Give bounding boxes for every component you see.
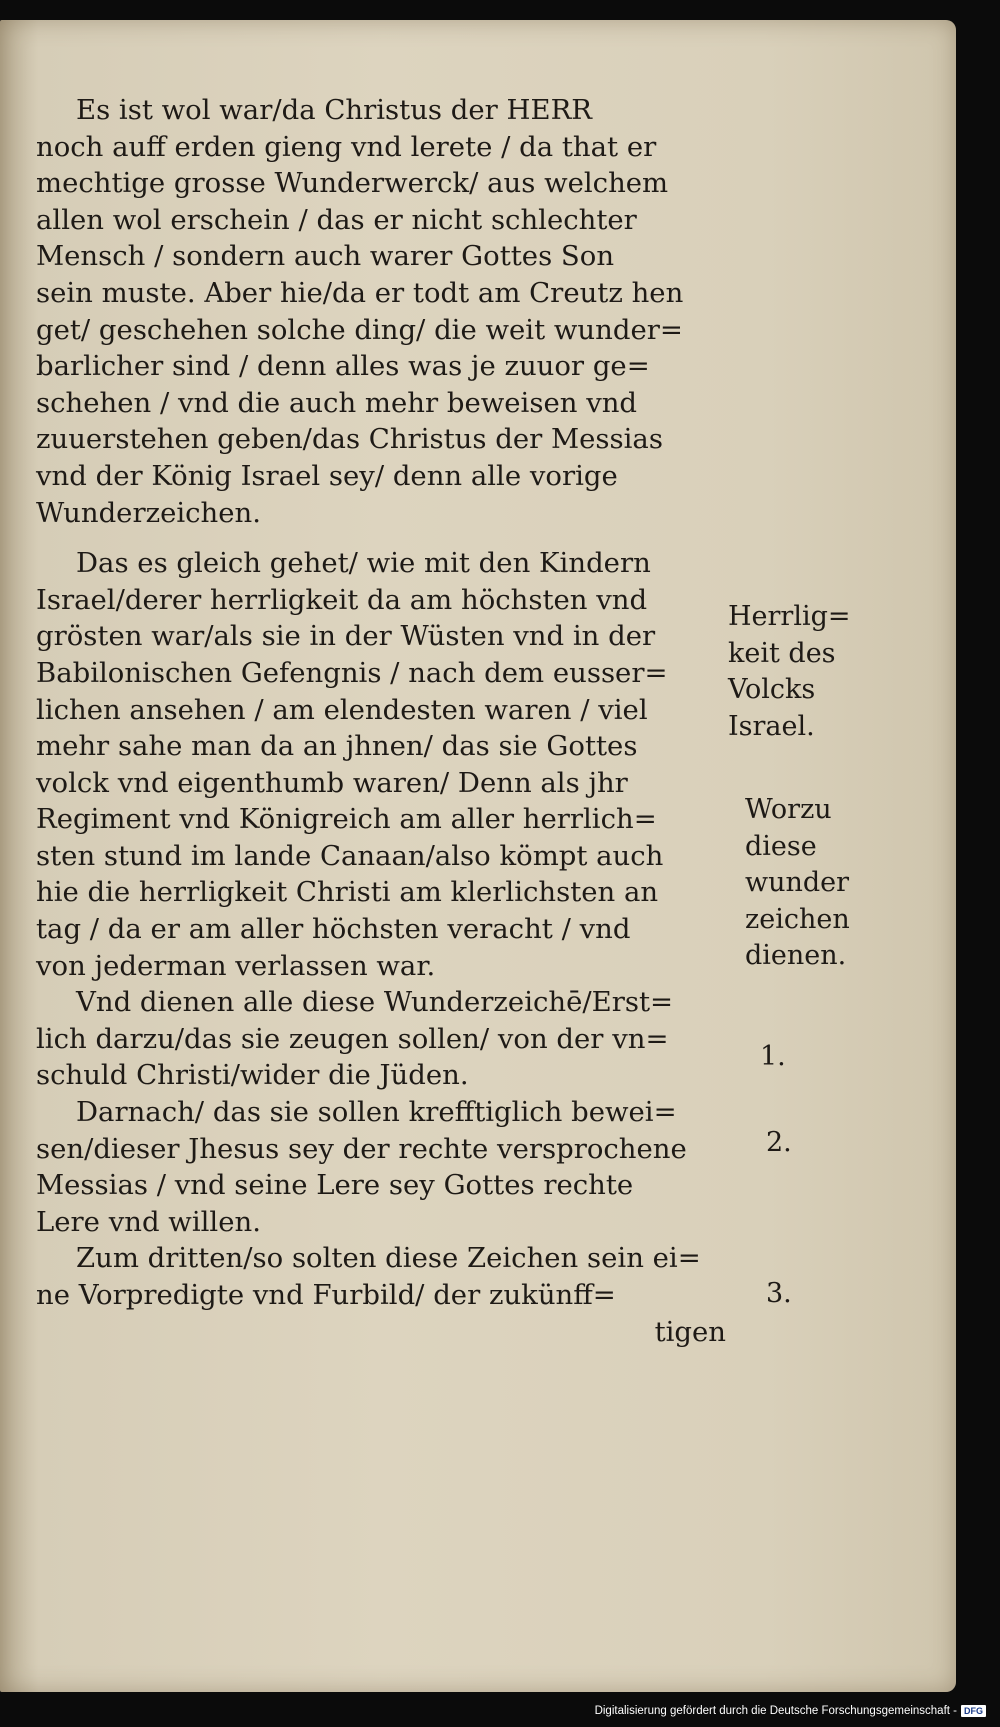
text-line: sten stund im lande Canaan/also kömpt auch	[36, 839, 664, 872]
margin-note-line: wunder	[745, 867, 850, 899]
margin-note-line: dienen.	[745, 940, 847, 972]
text-line: Das es gleich gehet/ wie mit den Kindern	[76, 547, 651, 580]
margin-note-line: Volcks	[728, 674, 816, 706]
margin-note-line: zeichen	[745, 903, 850, 935]
margin-number-3: 3.	[766, 1278, 792, 1309]
text-line: zuuerstehen geben/das Christus der Messias	[36, 423, 663, 456]
text-line: Babilonischen Gefengnis / nach dem eusser=	[36, 656, 668, 689]
text-line: tag / da er am aller höchsten veracht / vnd	[36, 913, 631, 946]
text-line: Zum dritten/so solten diese Zeichen sein ei=	[76, 1242, 701, 1275]
margin-number-2: 2.	[766, 1127, 792, 1158]
margin-number-1: 1.	[760, 1041, 786, 1072]
text-line: Vnd dienen alle diese Wunderzeichē/Erst=	[76, 986, 674, 1019]
text-line: get/ geschehen solche ding/ die weit wunder=	[36, 313, 683, 346]
margin-note-line: diese	[745, 830, 817, 862]
margin-note-line: Herrlig=	[728, 601, 851, 632]
text-line: Israel/derer herrligkeit da am höchsten vnd	[36, 583, 648, 616]
text-line: von jederman verlassen war.	[36, 949, 436, 982]
digitization-credit	[595, 1703, 986, 1719]
text-line: hie die herrligkeit Christi am klerlichsten an	[36, 876, 659, 909]
margin-note-herrligkeit	[728, 599, 851, 745]
text-line: Darnach/ das sie sollen krefftiglich bewei=	[76, 1096, 677, 1129]
text-line: lich darzu/das sie zeugen sollen/ von der vn=	[36, 1022, 669, 1055]
text-line: lichen ansehen / am elendesten waren / viel	[36, 693, 648, 726]
text-line: sein muste. Aber hie/da er todt am Creutz hen	[36, 276, 684, 309]
text-line: grösten war/als sie in der Wüsten vnd in der	[36, 620, 656, 653]
text-line: schehen / vnd die auch mehr beweisen vnd	[36, 386, 638, 419]
text-line: Wunderzeichen.	[36, 496, 261, 529]
credit-text: Digitalisierung gefördert durch die Deutsche Forschungsgemeinschaft -	[594, 1705, 957, 1717]
text-line: vnd der König Israel sey/ denn alle vorige	[36, 459, 618, 492]
margin-note-line: Israel.	[728, 710, 815, 742]
text-line: allen wol erschein / das er nicht schlechter	[36, 203, 637, 236]
text-line: Mensch / sondern auch warer Gottes Son	[36, 240, 615, 273]
text-line: Messias / vnd seine Lere sey Gottes rechte	[36, 1169, 634, 1202]
text-line: noch auff erden gieng vnd lerete / da that er	[36, 130, 657, 163]
text-line: ne Vorpredigte vnd Furbild/ der zukünff=	[36, 1279, 616, 1311]
text-line: schuld Christi/wider die Jüden.	[36, 1059, 469, 1092]
margin-note-worzu	[745, 792, 850, 975]
book-page	[0, 20, 956, 1692]
margin-note-line: keit des	[728, 637, 836, 669]
dfg-logo: DFG	[961, 1705, 986, 1717]
text-line: barlicher sind / denn alles was je zuuor ge=	[36, 350, 650, 383]
text-line: mehr sahe man da an jhnen/ das sie Gottes	[36, 730, 638, 763]
main-text-block	[36, 92, 736, 1350]
text-line: volck vnd eigenthumb waren/ Denn als jhr	[36, 766, 628, 799]
text-line: Regiment vnd Königreich am aller herrlich=	[36, 803, 657, 836]
margin-note-line: Worzu	[745, 794, 832, 825]
text-line: Es ist wol war/da Christus der HERR	[76, 94, 593, 126]
catchword: tigen	[654, 1315, 726, 1348]
text-line: Lere vnd willen.	[36, 1205, 261, 1238]
text-line: mechtige grosse Wunderwerck/ aus welchem	[36, 167, 669, 200]
text-line: sen/dieser Jhesus sey der rechte versprochene	[36, 1132, 687, 1165]
